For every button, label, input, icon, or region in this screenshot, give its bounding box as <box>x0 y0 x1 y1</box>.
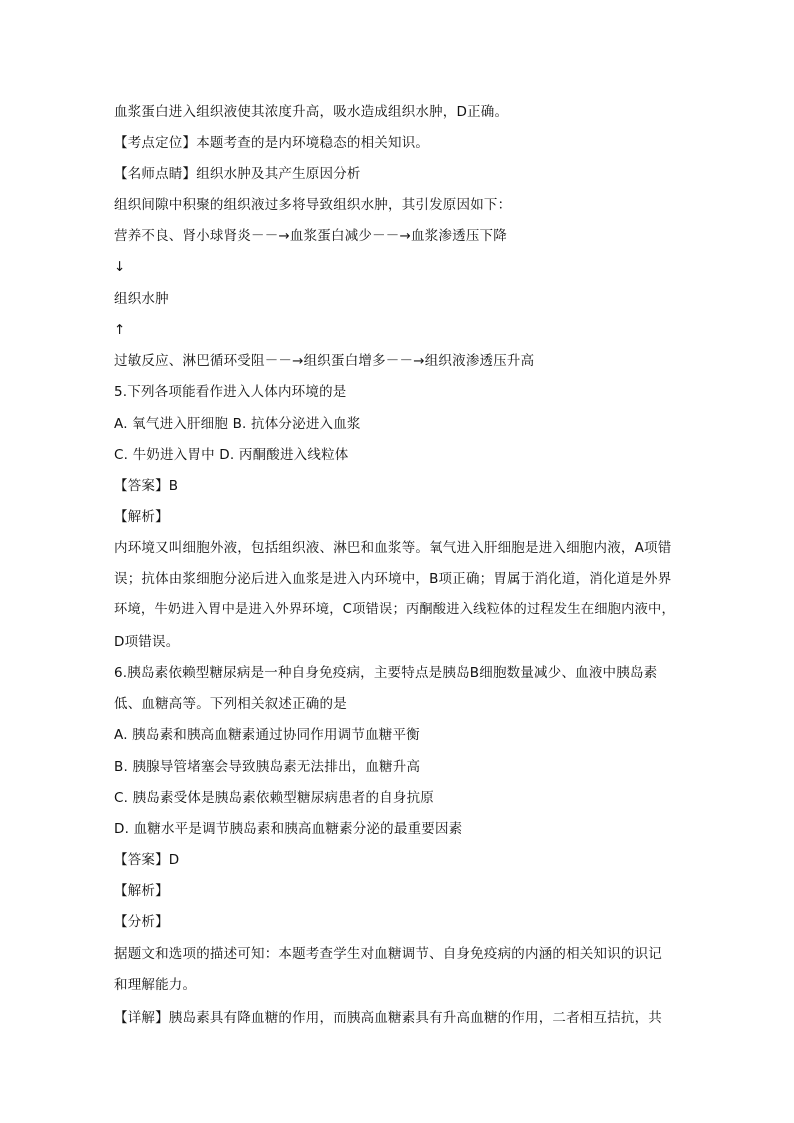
question-5: 5.下列各项能看作进入人体内环境的是 <box>114 384 347 400</box>
text-line: D项错误。 <box>114 634 180 650</box>
option-c: C. 胰岛素受体是胰岛素依赖型糖尿病患者的自身抗原 <box>114 790 435 806</box>
text-line: 过敏反应、淋巴循环受阻－－→组织蛋白增多－－→组织液渗透压升高 <box>114 353 535 369</box>
text-line: 和理解能力。 <box>114 977 197 993</box>
arrow-up-line: ↑ <box>114 322 126 338</box>
text-line: 误；抗体由浆细胞分泌后进入血浆是进入内环境中，B项正确；胃属于消化道，消化道是外界 <box>114 571 672 587</box>
text-line: 环境，牛奶进入胃中是进入外界环境，C项错误；丙酮酸进入线粒体的过程发生在细胞内液中， <box>114 602 675 617</box>
text-line: 营养不良、肾小球肾炎－－→血浆蛋白减少－－→血浆渗透压下降 <box>114 228 507 244</box>
analysis-label: 【解析】 <box>114 883 169 899</box>
question-6: 6.胰岛素依赖型糖尿病是一种自身免疫病，主要特点是胰岛B细胞数量减少、血液中胰岛素 <box>114 665 658 681</box>
option-b: B. 胰腺导管堵塞会导致胰岛素无法排出，血糖升高 <box>114 759 421 775</box>
text-line: 【考点定位】本题考查的是内环境稳态的相关知识。 <box>114 135 430 151</box>
option-d: D. 血糖水平是调节胰岛素和胰高血糖素分泌的最重要因素 <box>114 821 463 837</box>
analysis-label: 【解析】 <box>114 509 169 525</box>
text-line: 低、血糖高等。下列相关叙述正确的是 <box>114 696 347 712</box>
options-ab: A. 氧气进入肝细胞 B. 抗体分泌进入血浆 <box>114 416 361 432</box>
breakdown-label: 【分析】 <box>114 914 169 930</box>
text-line: 组织间隙中积聚的组织液过多将导致组织水肿，其引发原因如下： <box>114 197 512 213</box>
answer-label: 【答案】B <box>114 478 179 494</box>
text-line: 内环境又叫细胞外液，包括组织液、淋巴和血浆等。氧气进入肝细胞是进入细胞内液，A项错 <box>114 540 672 556</box>
text-line: 据题文和选项的描述可知：本题考查学生对血糖调节、自身免疫病的内涵的相关知识的识记 <box>114 946 662 962</box>
text-line: 【详解】胰岛素具有降血糖的作用，而胰高血糖素具有升高血糖的作用，二者相互拮抗，共 <box>114 1010 662 1026</box>
arrow-down-line: ↓ <box>114 259 126 275</box>
option-a: A. 胰岛素和胰高血糖素通过协同作用调节血糖平衡 <box>114 727 420 743</box>
text-line: 血浆蛋白进入组织液使其浓度升高，吸水造成组织水肿，D正确。 <box>114 104 509 120</box>
options-cd: C. 牛奶进入胃中 D. 丙酮酸进入线粒体 <box>114 447 349 463</box>
text-line: 组织水肿 <box>114 291 169 307</box>
answer-label: 【答案】D <box>114 852 180 868</box>
text-line: 【名师点睛】组织水肿及其产生原因分析 <box>114 166 361 182</box>
